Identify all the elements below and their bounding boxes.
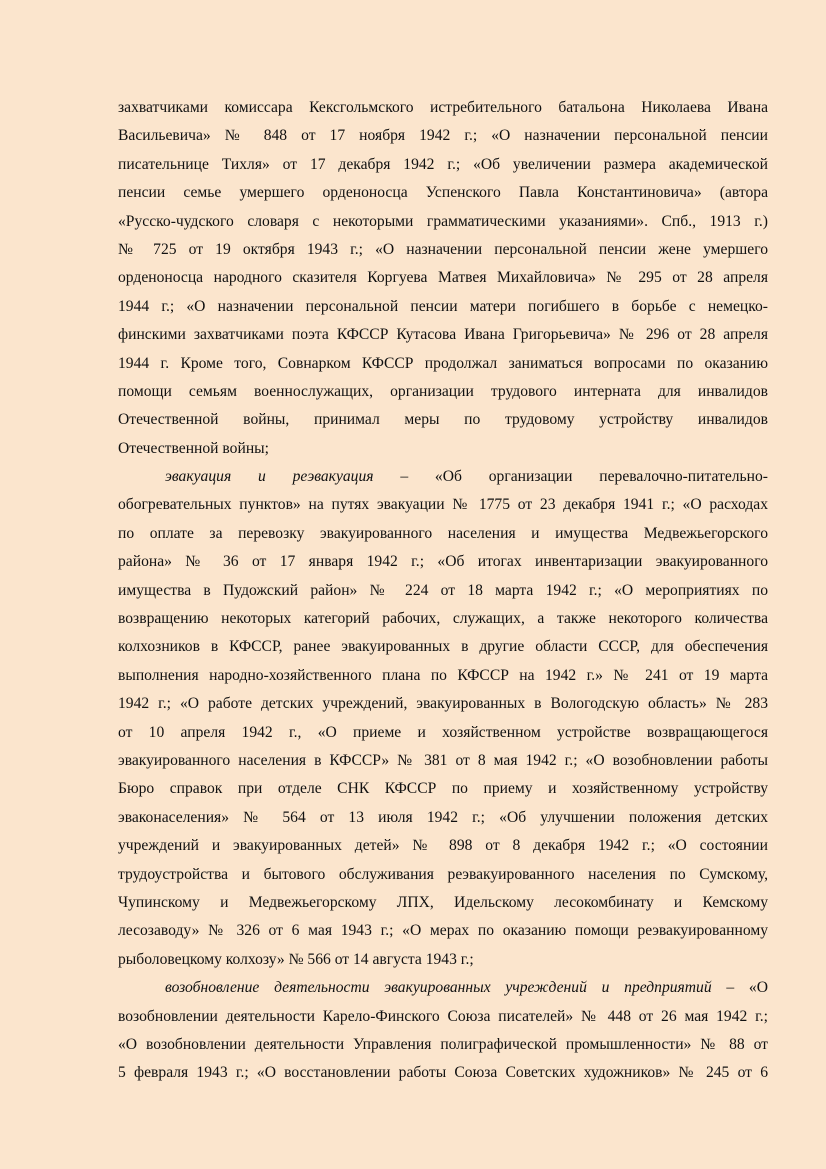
text-line: эвакуированного населения в КФССР» № 381 от 8 мая 1942 г.; «О возобновлении работы	[118, 751, 768, 769]
text-line: района» № 36 от 17 января 1942 г.; «Об итогах инвентаризации эвакуированного	[118, 553, 768, 571]
section-heading-resumption: возобновление деятельности эвакуированных учреждений и предприятий	[165, 979, 712, 997]
text-line: учреждений и эвакуированных детей» № 898 от 8 декабря 1942 г.; «О состоянии	[118, 837, 768, 855]
text-line: лесозаводу» № 326 от 6 мая 1943 г.; «О мерах по оказанию помощи реэвакуированному	[118, 922, 768, 940]
text-line: пенсии семье умершего орденоносца Успенского Павла Константиновича» (автора	[118, 184, 768, 202]
text-line: эваконаселения» № 564 от 13 июля 1942 г.; «Об улучшении положения детских	[118, 808, 768, 826]
text-line: 5 февраля 1943 г.; «О восстановлении работы Союза Советских художников» № 245 от 6	[118, 1064, 768, 1082]
text-line: выполнения народно-хозяйственного плана по КФССР на 1942 г.» № 241 от 19 марта	[118, 666, 768, 684]
text-line: захватчиками комиссара Кексгольмского истребительного батальона Николаева Ивана	[118, 99, 768, 116]
text-fragment: – «Об организации перевалочно-питательно-	[373, 468, 768, 486]
text-line: 1942 г.; «О работе детских учреждений, эвакуированных в Вологодскую область» № 283	[118, 695, 768, 713]
text-line: Отечественной войны, принимал меры по трудовому устройству инвалидов	[118, 411, 768, 429]
text-line: 1944 г. Кроме того, Совнарком КФССР продолжал заниматься вопросами по оказанию	[118, 354, 768, 372]
text-line: «О возобновлении деятельности Управления полиграфической промышленности» № 88 от	[118, 1035, 768, 1053]
text-line: имущества в Пудожский район» № 224 от 18 марта 1942 г.; «О мероприятиях по	[118, 581, 768, 599]
text-fragment: – «О	[711, 979, 768, 997]
text-line: 1944 г.; «О назначении персональной пенсии матери погибшего в борьбе с немецко-	[118, 297, 768, 315]
text-line: рыболовецкому колхозу» № 566 от 14 августа 1943 г.;	[118, 950, 474, 968]
text-line: помощи семьям военнослужащих, организации трудового интерната для инвалидов	[118, 382, 768, 400]
text-line: обогревательных пунктов» на путях эвакуации № 1775 от 23 декабря 1941 г.; «О расходах	[118, 496, 768, 514]
section-heading-line	[118, 974, 768, 1002]
text-line: по оплате за перевозку эвакуированного населения и имущества Медвежьегорского	[118, 524, 768, 542]
text-line: финскими захватчиками поэта КФССР Кутасова Ивана Григорьевича» № 296 от 28 апреля	[118, 326, 768, 344]
document-page	[118, 94, 768, 1088]
text-line: Васильевича» № 848 от 17 ноября 1942 г.; «О назначении персональной пенсии	[118, 127, 768, 145]
text-line: трудоустройства и бытового обслуживания реэвакуированного населения по Сумскому,	[118, 865, 768, 883]
section-heading-line	[118, 463, 768, 491]
text-line: писательнице Тихля» от 17 декабря 1942 г.; «Об увеличении размера академической	[118, 155, 768, 173]
text-line: Чупинскому и Медвежьегорскому ЛПХ, Идельскому лесокомбинату и Кемскому	[118, 893, 768, 911]
text-line: возобновлении деятельности Карело-Финского Союза писателей» № 448 от 26 мая 1942 г.;	[118, 1007, 768, 1025]
text-line: колхозников в КФССР, ранее эвакуированных в другие области СССР, для обеспечения	[118, 638, 768, 656]
text-line: возвращению некоторых категорий рабочих, служащих, а также некоторого количества	[118, 610, 768, 628]
text-line: от 10 апреля 1942 г., «О приеме и хозяйственном устройстве возвращающегося	[118, 723, 768, 741]
text-line: Отечественной войны;	[118, 439, 269, 457]
section-heading-evacuation: эвакуация и реэвакуация	[165, 468, 374, 486]
text-line: № 725 от 19 октября 1943 г.; «О назначении персональной пенсии жене умершего	[118, 240, 768, 258]
text-line: орденоносца народного сказителя Коргуева Матвея Михайловича» № 295 от 28 апреля	[118, 269, 768, 287]
text-line: Бюро справок при отделе СНК КФССР по приему и хозяйственному устройству	[118, 780, 768, 798]
text-line: «Русско-чудского словаря с некоторыми грамматическими указаниями». Спб., 1913 г.)	[118, 212, 768, 230]
